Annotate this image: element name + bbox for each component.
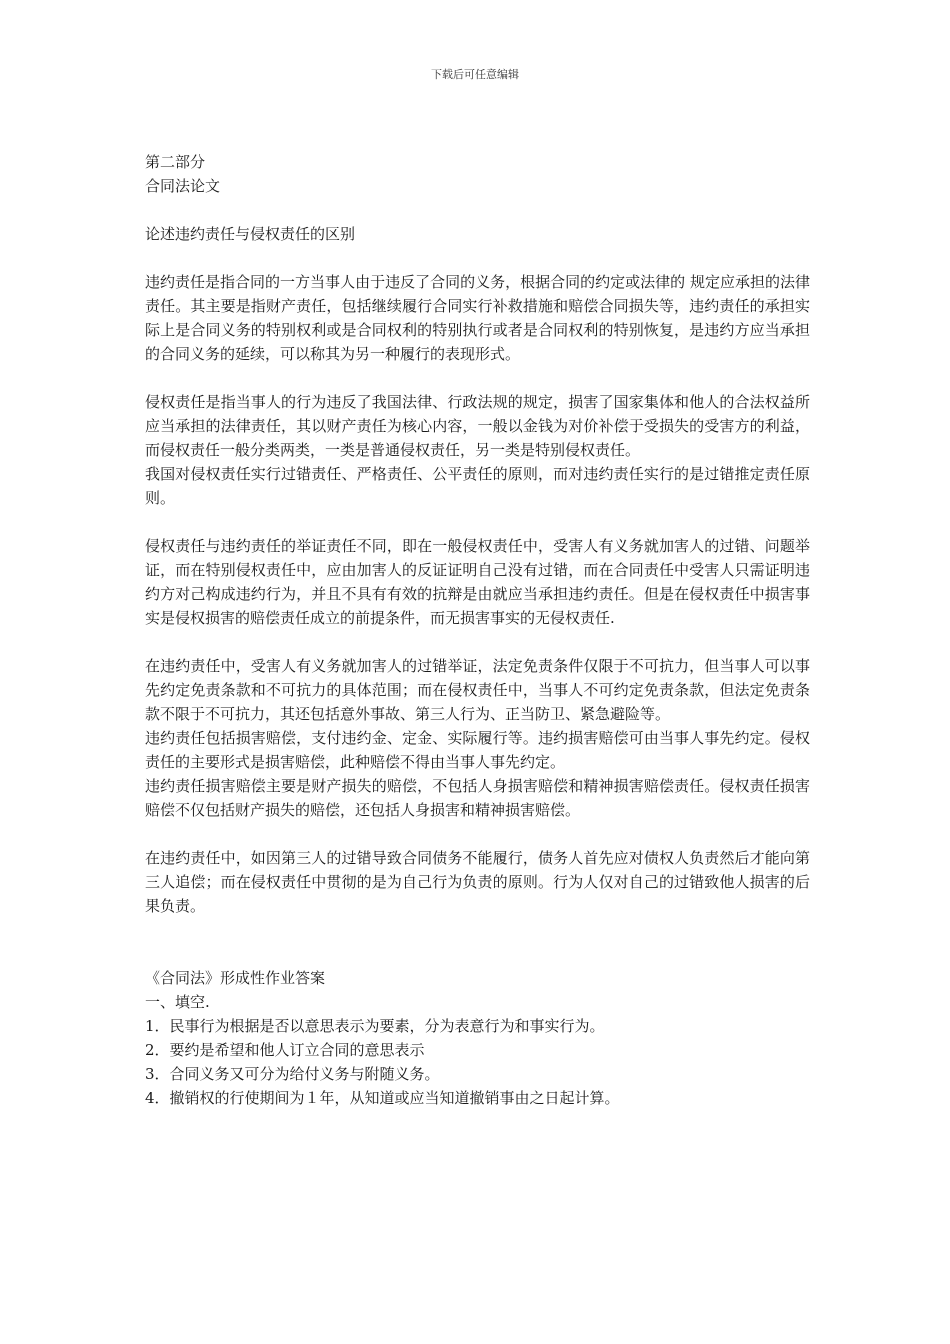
paragraph: 在违约责任中，受害人有义务就加害人的过错举证，法定免责条件仅限于不可抗力，但当事人可以事先约定免责条款和不可抗力的具体范围；而在侵权责任中，当事人不可约定免责条款，但法定免责条款不限于不可抗力，其还包括意外事故、第三人行为、正当防卫、紧急避险等。 [145,657,810,723]
answer-item: 1．民事行为根据是否以意思表示为要素，分为表意行为和事实行为。 [145,1017,605,1035]
subject-label: 合同法论文 [145,177,221,195]
answer-item: 3．合同义务又可分为给付义务与附随义务。 [145,1065,440,1083]
answers-section: 一、填空. [145,993,210,1011]
paragraph: 在违约责任中，如因第三人的过错导致合同债务不能履行，债务人首先应对债权人负责然后才能向第三人追偿；而在侵权责任中贯彻的是为自己行为负责的原则。行为人仅对自己的过错致他人损害的后果负责。 [145,849,810,915]
document-body [145,150,810,1110]
answers-title: 《合同法》形成性作业答案 [145,969,326,987]
paragraph: 侵权责任是指当事人的行为违反了我国法律、行政法规的规定，损害了国家集体和他人的合法权益所应当承担的法律责任，其以财产责任为核心内容，一般以金钱为对价补偿于受损失的受害方的利益，而侵权责任一般分类两类，一类是普通侵权责任，另一类是特别侵权责任。 [145,393,810,459]
paragraph: 违约责任包括损害赔偿，支付违约金、定金、实际履行等。违约损害赔偿可由当事人事先约定。侵权责任的主要形式是损害赔偿，此种赔偿不得由当事人事先约定。 [145,729,810,771]
answer-item: 2．要约是希望和他人订立合同的意思表示 [145,1041,425,1059]
paragraph: 违约责任是指合同的一方当事人由于违反了合同的义务，根据合同的约定或法律的 规定应承担的法律责任。其主要是指财产责任，包括继续履行合同实行补救措施和赔偿合同损失等，违约责任的承担实际上是合同义务的特别权利或是合同权利的特别执行或者是合同权利的特别恢复，是违约方应当承担的合同义务的延续，可以称其为另一种履行的表现形式。 [145,273,810,363]
paragraph: 违约责任损害赔偿主要是财产损失的赔偿，不包括人身损害赔偿和精神损害赔偿责任。侵权责任损害赔偿不仅包括财产损失的赔偿，还包括人身损害和精神损害赔偿。 [145,777,810,819]
part-label: 第二部分 [145,153,206,171]
paragraph: 侵权责任与违约责任的举证责任不同，即在一般侵权责任中，受害人有义务就加害人的过错、问题举证，而在特别侵权责任中，应由加害人的反证证明自己没有过错，而在合同责任中受害人只需证明违约方对己构成违约行为，并且不具有有效的抗辩是由就应当承担违约责任。但是在侵权责任中损害事实是侵权损害的赔偿责任成立的前提条件，而无损害事实的无侵权责任. [145,537,810,627]
page-header: 下载后可任意编辑 [431,68,519,81]
paragraph: 我国对侵权责任实行过错责任、严格责任、公平责任的原则，而对违约责任实行的是过错推定责任原则。 [145,465,810,507]
essay-title: 论述违约责任与侵权责任的区别 [145,225,356,243]
answer-item: 4．撤销权的行使期间为１年，从知道或应当知道撤销事由之日起计算。 [145,1089,620,1107]
